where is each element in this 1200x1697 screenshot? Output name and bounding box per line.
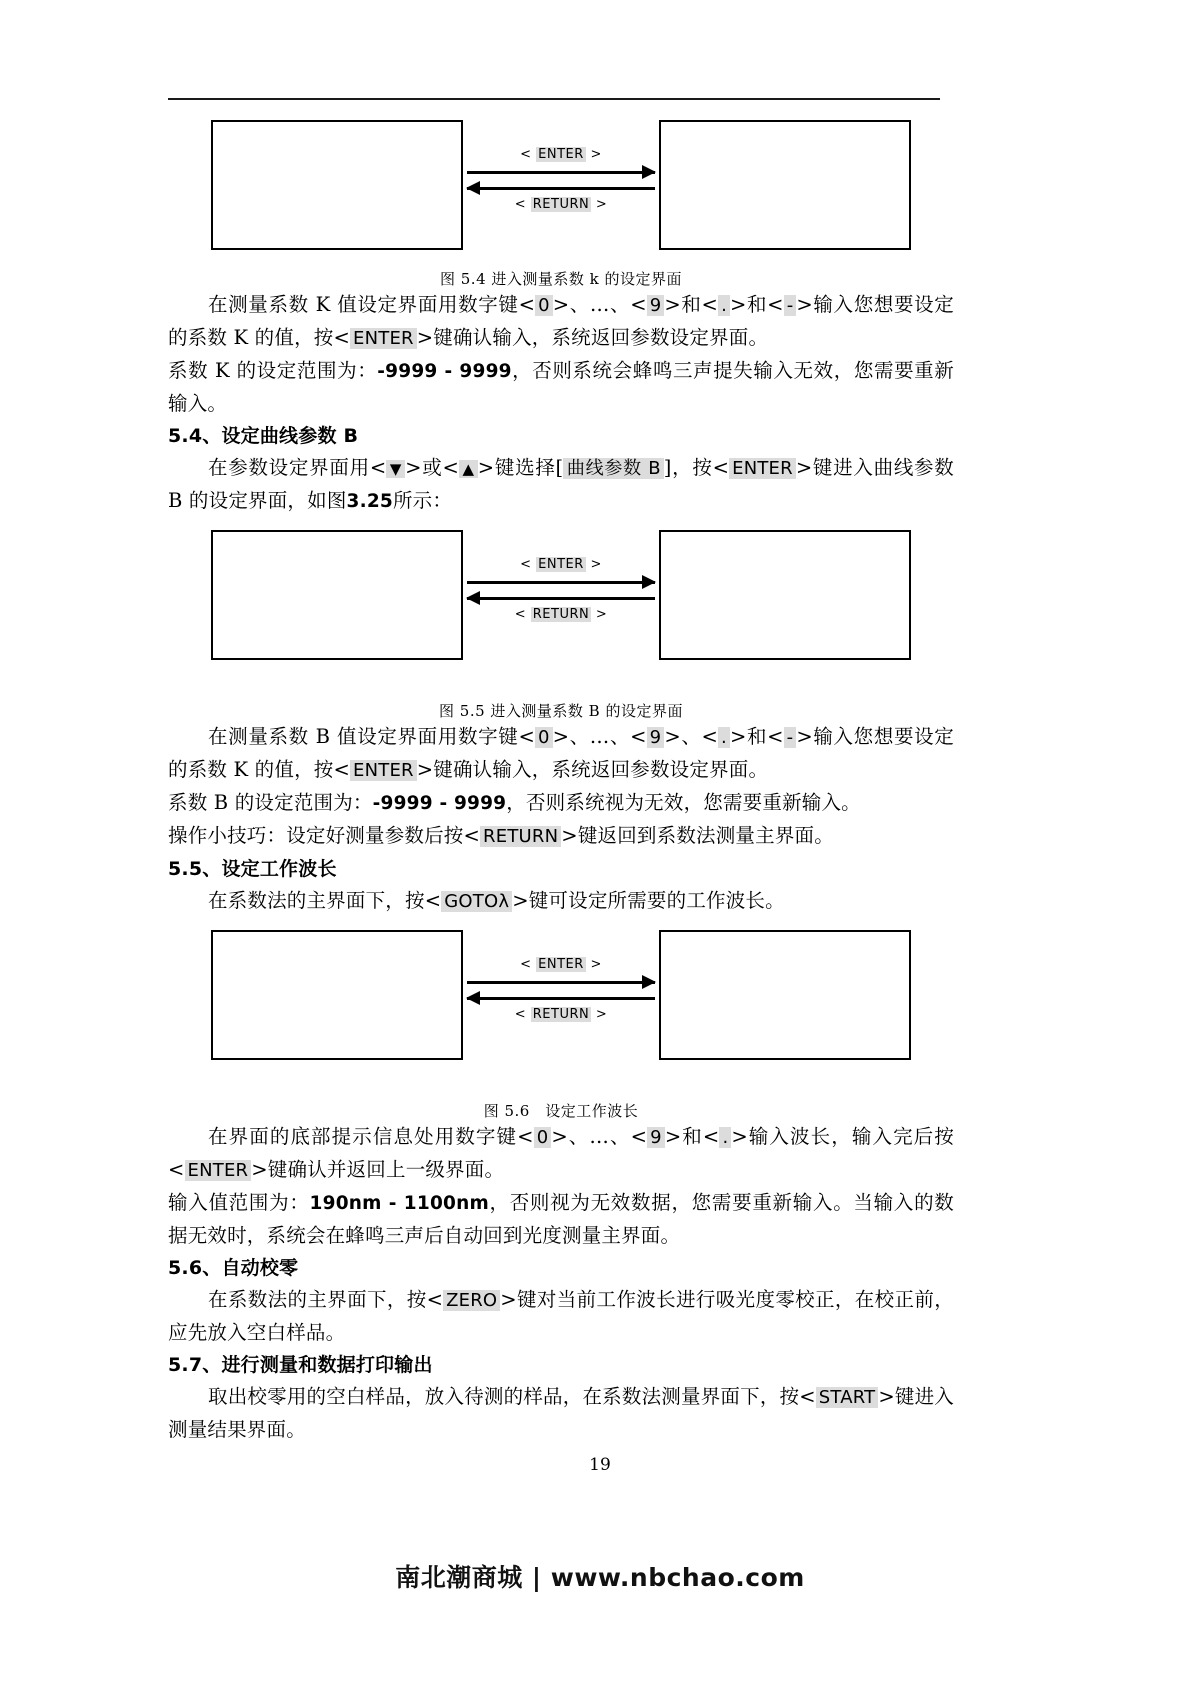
text-run: ，否则系统会蜂鸣三声提失输入无效，您需要重新输入。 (168, 359, 954, 415)
paragraph-operation-tip (168, 820, 954, 853)
spacer (168, 1070, 954, 1092)
key-zero-chip: ZERO (443, 1290, 500, 1311)
section-heading-5-7: 5.7、进行测量和数据打印输出 (168, 1354, 433, 1376)
arrow-shaft (467, 187, 655, 190)
figure-reference: 3.25 (346, 491, 393, 512)
figure-5-5-arrow-right (467, 574, 655, 590)
footer-brand: 南北潮商城 | www.nbchao.com (395, 1563, 805, 1592)
text-run: >输入波长，输入完后按< (168, 1125, 954, 1181)
angle-close: > (590, 957, 602, 972)
text-run: >和< (664, 293, 719, 316)
page-number: 19 (589, 1455, 611, 1475)
paragraph-section-5-4 (168, 452, 954, 518)
text-run: >、…、< (552, 725, 647, 748)
text-run: >和< (664, 1125, 720, 1148)
angle-open: < (514, 1007, 527, 1022)
key-9-chip: 9 (647, 1127, 665, 1148)
figure-5-6-left-screen (211, 930, 463, 1060)
figure-5-4-arrows (467, 146, 655, 214)
angle-open: < (520, 147, 532, 162)
angle-open: < (514, 607, 527, 622)
figure-5-4-left-screen (211, 120, 463, 250)
return-key-chip: RETURN (532, 1007, 590, 1022)
paragraph-coefficient-k-range (168, 355, 954, 420)
text-run: 在参数设定界面用< (208, 456, 387, 479)
arrow-shaft (467, 581, 655, 584)
angle-close: > (595, 1007, 608, 1022)
figure-5-6-arrow-right (467, 974, 655, 990)
figure-5-5-left-screen (211, 530, 463, 660)
key-enter-chip: ENTER (350, 760, 417, 781)
arrow-shaft (467, 997, 655, 1000)
text-run: ，否则系统视为无效，您需要重新输入。 (506, 791, 861, 814)
text-run: >、…、< (552, 293, 647, 316)
angle-close: > (590, 557, 602, 572)
key-enter-chip: ENTER (350, 328, 417, 349)
key-down-arrow-chip: ▼ (386, 460, 405, 478)
figure-5-4-diagram (211, 120, 911, 260)
text-run: 在系数法的主界面下，按< (208, 1288, 444, 1311)
figure-5-6-arrow-left (467, 990, 655, 1006)
key-enter-chip: ENTER (185, 1160, 252, 1181)
paragraph-wavelength-range (168, 1187, 954, 1252)
text-run: >键确认输入，系统返回参数设定界面。 (416, 758, 769, 781)
page-content (168, 120, 954, 1446)
figure-5-5-arrows (467, 556, 655, 624)
text-run: 在测量系数 K 值设定界面用数字键< (208, 293, 536, 316)
text-run: >输入您想要设定的系数 K 的值，按< (168, 725, 955, 781)
spacer (168, 918, 954, 930)
figure-5-5-diagram (211, 530, 911, 670)
text-run: 在系数法的主界面下，按< (208, 889, 442, 912)
angle-close: > (590, 147, 602, 162)
section-heading-5-4: 5.4、设定曲线参数 B (168, 425, 359, 447)
range-value-b: -9999 - 9999 (372, 793, 507, 814)
text-run: >键确认并返回上一级界面。 (251, 1158, 505, 1181)
text-run: >、…、< (551, 1125, 648, 1148)
text-run: >键可设定所需要的工作波长。 (512, 889, 785, 912)
arrow-head-left-icon (466, 991, 480, 1005)
figure-5-6-caption: 图 5.6 设定工作波长 (483, 1102, 639, 1120)
section-heading-5-5: 5.5、设定工作波长 (168, 858, 337, 880)
key-minus-chip: - (784, 727, 797, 748)
key-0-chip: 0 (535, 295, 553, 316)
text-run: >键对当前工作波长进行吸光度零校正，在校正前，应先放入空白样品。 (168, 1288, 954, 1344)
text-run: >或< (405, 456, 459, 479)
angle-close: > (595, 197, 608, 212)
key-0-chip: 0 (534, 1127, 552, 1148)
text-run: >和< (729, 725, 784, 748)
range-value-wavelength: 190nm - 1100nm (309, 1193, 489, 1214)
enter-key-chip: ENTER (538, 957, 584, 972)
key-dot-chip: . (719, 1127, 731, 1148)
figure-5-5-arrow-left (467, 590, 655, 606)
text-run: ]，按< (663, 456, 730, 479)
text-run: 输入值范围为： (168, 1191, 310, 1214)
paragraph-wavelength-input (168, 1121, 954, 1187)
arrow-shaft (467, 981, 655, 984)
text-run: 取出校零用的空白样品，放入待测的样品，在系数法测量界面下，按< (208, 1385, 816, 1408)
text-run: 在界面的底部提示信息处用数字键< (208, 1125, 534, 1148)
arrow-head-right-icon (642, 575, 656, 589)
figure-5-5-return-label (467, 606, 655, 624)
angle-open: < (514, 197, 527, 212)
paragraph-section-5-5 (168, 885, 954, 918)
key-up-arrow-chip: ▲ (459, 460, 478, 478)
text-run: >键确认输入，系统返回参数设定界面。 (416, 326, 769, 349)
paragraph-section-5-7 (168, 1381, 954, 1446)
figure-5-4-enter-label (467, 146, 655, 164)
angle-open: < (520, 957, 532, 972)
arrow-shaft (467, 597, 655, 600)
figure-5-6-arrows (467, 956, 655, 1024)
figure-5-4-arrow-left (467, 180, 655, 196)
arrow-head-right-icon (642, 975, 656, 989)
key-minus-chip: - (784, 295, 797, 316)
text-run: ，否则视为无效数据，您需要重新输入。当输入的数据无效时，系统会在蜂鸣三声后自动回到光度测量主界面。 (168, 1191, 954, 1247)
figure-5-5-right-screen (659, 530, 911, 660)
section-heading-5-6: 5.6、自动校零 (168, 1257, 299, 1279)
text-run: >键返回到系数法测量主界面。 (561, 824, 834, 847)
figure-5-6-right-screen (659, 930, 911, 1060)
text-run: >输入您想要设定的系数 K 的值，按< (168, 293, 954, 349)
spacer (168, 670, 954, 692)
text-run: 系数 K 的设定范围为： (168, 359, 378, 382)
return-key-chip: RETURN (532, 607, 590, 622)
figure-5-5-enter-label (467, 556, 655, 574)
key-goto-lambda-chip: GOTOλ (441, 891, 512, 912)
key-start-chip: START (816, 1387, 879, 1408)
key-return-chip: RETURN (480, 826, 561, 847)
arrow-head-left-icon (466, 591, 480, 605)
angle-close: > (595, 607, 608, 622)
arrow-head-left-icon (466, 181, 480, 195)
key-enter-chip: ENTER (729, 458, 796, 479)
figure-5-6-return-label (467, 1006, 655, 1024)
text-run: >键进入测量结果界面。 (168, 1385, 954, 1441)
figure-5-4-arrow-right (467, 164, 655, 180)
key-dot-chip: . (718, 295, 730, 316)
spacer (168, 518, 954, 530)
paragraph-section-5-6 (168, 1284, 954, 1349)
text-run: 在测量系数 B 值设定界面用数字键< (208, 725, 535, 748)
key-0-chip: 0 (535, 727, 553, 748)
paragraph-coefficient-b (168, 721, 954, 787)
text-run: 所示： (392, 489, 453, 512)
text-run: >和< (730, 293, 784, 316)
paragraph-coefficient-b-range (168, 787, 954, 820)
header-rule (168, 98, 940, 100)
arrow-head-right-icon (642, 165, 656, 179)
angle-open: < (520, 557, 532, 572)
text-run: >、< (664, 725, 719, 748)
key-dot-chip: . (718, 727, 730, 748)
text-run: >键选择[ (477, 456, 564, 479)
text-run: 系数 B 的设定范围为： (168, 791, 373, 814)
figure-5-4-return-label (467, 196, 655, 214)
figure-5-4-right-screen (659, 120, 911, 250)
enter-key-chip: ENTER (538, 147, 584, 162)
figure-5-6-enter-label (467, 956, 655, 974)
text-run: 操作小技巧：设定好测量参数后按< (168, 824, 481, 847)
arrow-shaft (467, 171, 655, 174)
return-key-chip: RETURN (532, 197, 590, 212)
text-run: >键进入曲线参数 B 的设定界面，如图 (168, 456, 954, 512)
paragraph-coefficient-k (168, 289, 954, 355)
figure-5-6-diagram (211, 930, 911, 1070)
figure-5-5-caption: 图 5.5 进入测量系数 B 的设定界面 (439, 702, 683, 720)
range-value-k: -9999 - 9999 (377, 361, 512, 382)
key-9-chip: 9 (647, 295, 665, 316)
enter-key-chip: ENTER (538, 557, 584, 572)
key-9-chip: 9 (647, 727, 665, 748)
menu-item-curve-param-b-chip: 曲线参数 B (563, 458, 663, 479)
figure-5-4-caption: 图 5.4 进入测量系数 k 的设定界面 (439, 270, 683, 288)
